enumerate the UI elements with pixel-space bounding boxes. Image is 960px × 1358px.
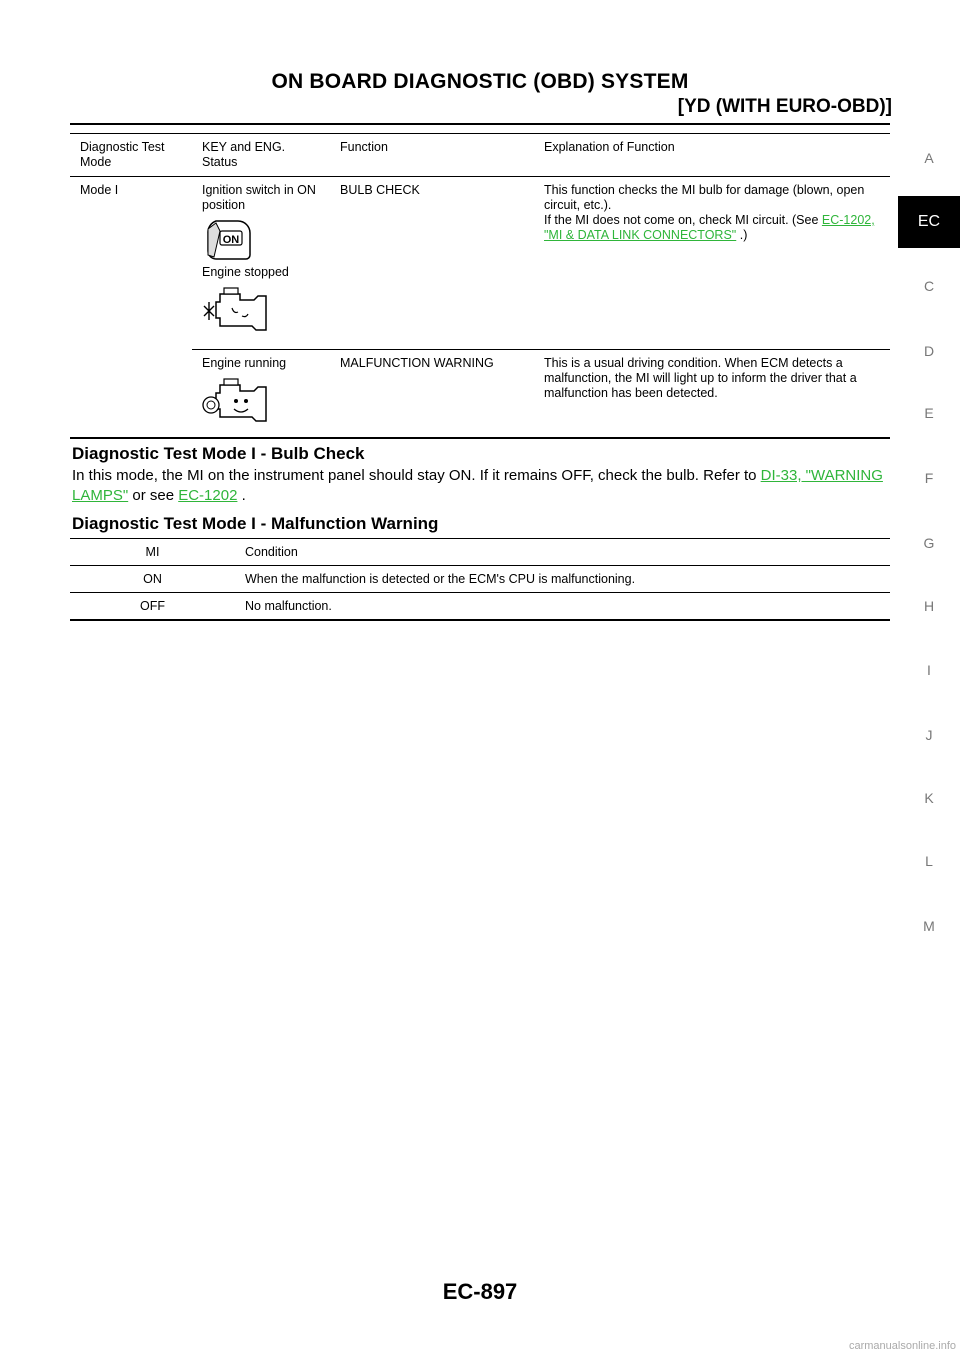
section-tab-g[interactable]: G bbox=[923, 535, 935, 551]
section-tab-i[interactable]: I bbox=[927, 662, 931, 678]
ignition-key-icon bbox=[202, 217, 256, 261]
paragraph-text: or see bbox=[128, 487, 179, 504]
paragraph-text: . bbox=[237, 487, 246, 504]
table-row bbox=[70, 177, 890, 350]
table-row bbox=[70, 593, 890, 621]
page-header-subtitle: [YD (WITH EURO-OBD)] bbox=[677, 96, 892, 117]
section-heading-malfunction-warning: Diagnostic Test Mode I - Malfunction Warning bbox=[72, 514, 439, 533]
status-text: Ignition switch in ON position bbox=[202, 183, 316, 212]
explanation-text: .) bbox=[736, 228, 748, 242]
section-tab-f[interactable]: F bbox=[924, 470, 934, 486]
link-di-33-warning-lamps[interactable]: DI-33, "WARNING LAMPS" bbox=[72, 467, 883, 504]
section-tab-c[interactable]: C bbox=[923, 278, 935, 294]
section-tab-e[interactable]: E bbox=[924, 405, 934, 421]
section-tab-d[interactable]: D bbox=[923, 343, 935, 359]
header-cell: Function bbox=[330, 134, 534, 177]
page-header-title: ON BOARD DIAGNOSTIC (OBD) SYSTEM bbox=[271, 70, 689, 93]
function-cell: MALFUNCTION WARNING bbox=[340, 356, 494, 370]
explanation-cell: This is a usual driving condition. When ECM detects a malfunction, the MI will light up to inform the driver that a malfunction has been detected. bbox=[544, 356, 857, 400]
link-ec-1202-mi-connectors[interactable]: EC-1202, "MI & DATA LINK CONNECTORS" bbox=[544, 213, 875, 242]
section-tab-k[interactable]: K bbox=[924, 790, 934, 806]
status-text: Engine stopped bbox=[202, 265, 289, 279]
mi-state-cell: ON bbox=[70, 566, 235, 593]
mode-cell: Mode I bbox=[70, 177, 192, 439]
mi-state-cell: OFF bbox=[70, 593, 235, 621]
table-row bbox=[70, 350, 890, 439]
header-cell: Explanation of Function bbox=[534, 134, 890, 177]
section-tab-m[interactable]: M bbox=[923, 918, 935, 934]
explanation-cell bbox=[534, 177, 890, 350]
diagnostic-mode-table bbox=[70, 133, 890, 439]
page-number: EC-897 bbox=[442, 1279, 518, 1304]
section-tab-j[interactable]: J bbox=[925, 727, 933, 743]
engine-running-icon bbox=[202, 375, 272, 427]
header-cell: Diagnostic Test Mode bbox=[70, 134, 192, 177]
status-cell bbox=[192, 350, 330, 439]
condition-cell: No malfunction. bbox=[235, 593, 890, 621]
section-tab-h[interactable]: H bbox=[923, 598, 935, 614]
condition-cell: When the malfunction is detected or the ECM's CPU is malfunctioning. bbox=[235, 566, 890, 593]
engine-stopped-icon bbox=[202, 284, 272, 336]
bulb-check-paragraph bbox=[72, 466, 892, 506]
section-tab-l[interactable]: L bbox=[925, 853, 933, 869]
link-ec-1202[interactable]: EC-1202 bbox=[178, 487, 238, 504]
header-cell: MI bbox=[145, 545, 160, 559]
header-cell: Condition bbox=[245, 545, 298, 559]
table-header-row bbox=[70, 134, 890, 177]
watermark-text: carmanualsonline.info bbox=[848, 1340, 956, 1352]
status-cell bbox=[192, 177, 330, 350]
section-tab-a[interactable]: A bbox=[924, 150, 934, 166]
table-header-row bbox=[70, 539, 890, 566]
header-rule bbox=[70, 123, 890, 125]
function-cell: BULB CHECK bbox=[330, 177, 534, 350]
section-tab-ec[interactable]: EC bbox=[898, 196, 960, 248]
key-on-label: ON bbox=[222, 234, 240, 246]
paragraph-text: In this mode, the MI on the instrument panel should stay ON. If it remains OFF, check the bulb. Refer to bbox=[72, 467, 761, 484]
explanation-text: This function checks the MI bulb for damage (blown, open circuit, etc.). bbox=[544, 183, 865, 212]
explanation-text: If the MI does not come on, check MI circuit. (See bbox=[544, 213, 822, 227]
mi-condition-table bbox=[70, 538, 890, 621]
header-cell: KEY and ENG. Status bbox=[192, 134, 330, 177]
table-row bbox=[70, 566, 890, 593]
status-text: Engine running bbox=[202, 356, 287, 370]
section-heading-bulb-check: Diagnostic Test Mode I - Bulb Check bbox=[72, 444, 365, 463]
